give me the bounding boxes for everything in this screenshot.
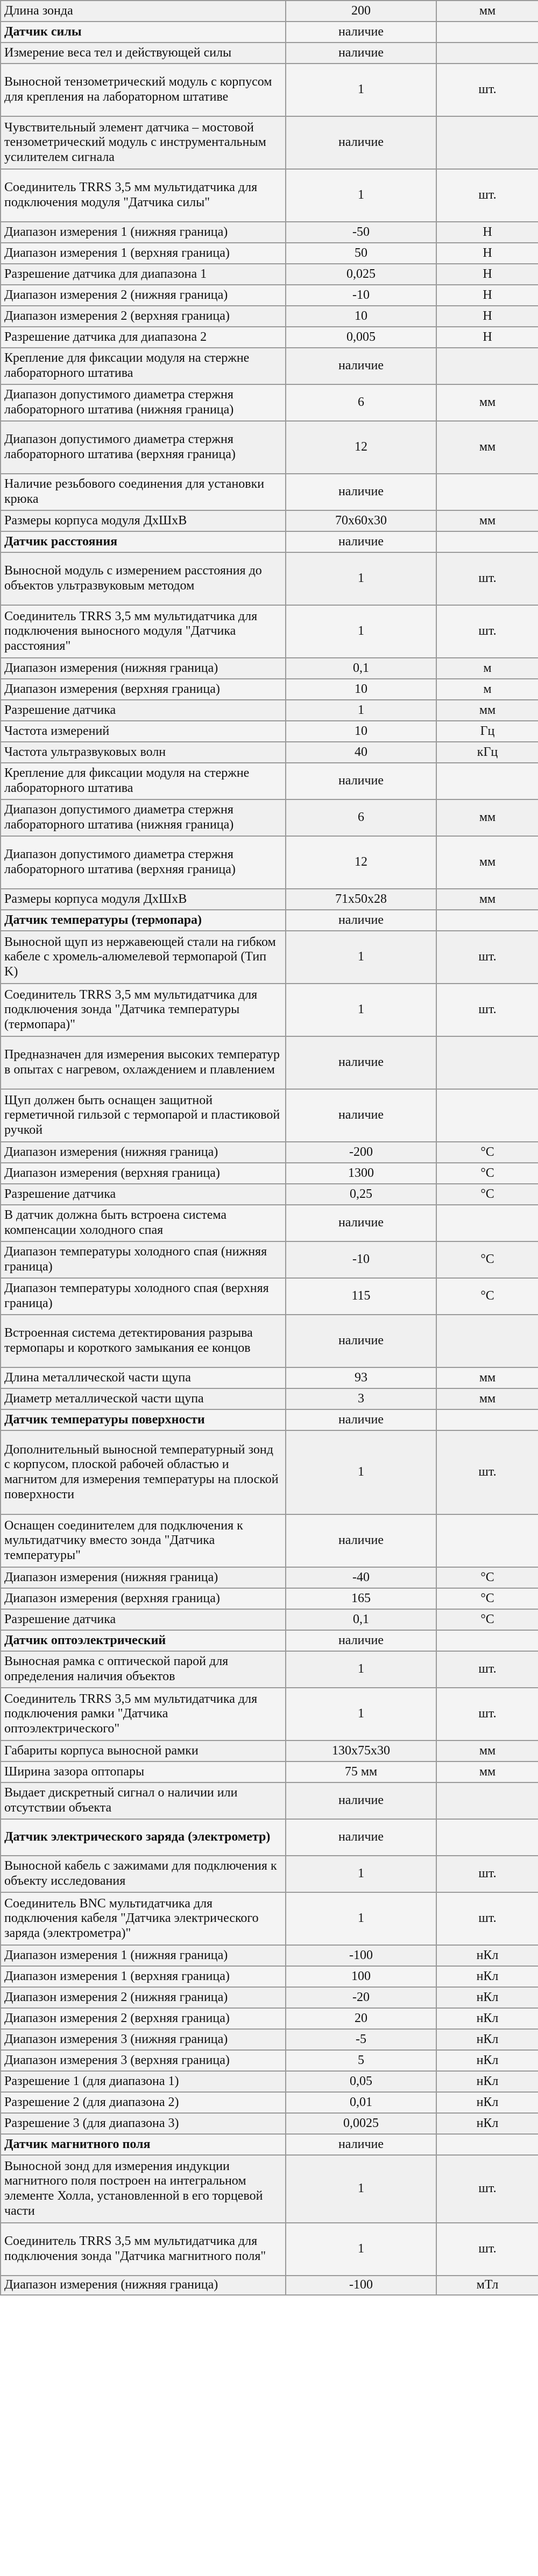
table-row <box>1 1966 538 1987</box>
value-cell: наличие <box>286 910 436 931</box>
table-row <box>1 799 538 836</box>
parameter-cell: Диапазон измерения (верхняя граница) <box>1 679 286 700</box>
table-row <box>1 658 538 679</box>
table-row <box>1 2008 538 2029</box>
parameter-cell: Крепление для фиксации модуля на стержне лабораторного штатива <box>1 348 286 384</box>
parameter-cell: Наличие резьбового соединения для установки крюка <box>1 474 286 510</box>
table-row <box>1 1782 538 1819</box>
value-cell: 1 <box>286 1651 436 1688</box>
value-cell: наличие <box>286 1409 436 1430</box>
table-row <box>1 306 538 327</box>
parameter-cell: Выносной тензометрический модуль с корпусом для крепления на лабораторном штативе <box>1 64 286 116</box>
unit-cell: Н <box>436 264 538 285</box>
unit-cell: °C <box>436 1142 538 1163</box>
unit-cell: шт. <box>436 931 538 984</box>
value-cell: наличие <box>286 2134 436 2155</box>
parameter-cell: Диапазон измерения 2 (нижняя граница) <box>1 285 286 306</box>
value-cell: 10 <box>286 721 436 742</box>
table-row <box>1 474 538 510</box>
unit-cell: кГц <box>436 742 538 763</box>
value-cell: 1300 <box>286 1163 436 1184</box>
parameter-cell: Выносной щуп из нержавеющей стали на гибком кабеле с хромель-алюмелевой термопарой (Тип K) <box>1 931 286 984</box>
table-row <box>1 1315 538 1367</box>
value-cell: наличие <box>286 1514 436 1567</box>
unit-cell: Н <box>436 327 538 348</box>
parameter-cell: Разрешение 3 (для диапазона 3) <box>1 2113 286 2134</box>
unit-cell: °C <box>436 1609 538 1630</box>
value-cell: 70х60х30 <box>286 510 436 531</box>
table-row <box>1 2071 538 2092</box>
section-header-row <box>1 910 538 931</box>
table-row <box>1 169 538 222</box>
table-row <box>1 2155 538 2223</box>
unit-cell: нКл <box>436 1987 538 2008</box>
unit-cell: мм <box>436 510 538 531</box>
table-row <box>1 1588 538 1609</box>
value-cell: 1 <box>286 169 436 222</box>
table-row <box>1 510 538 531</box>
unit-cell <box>436 531 538 552</box>
value-cell: 0,1 <box>286 1609 436 1630</box>
value-cell: 0,025 <box>286 264 436 285</box>
value-cell: наличие <box>286 22 436 43</box>
table-row <box>1 1089 538 1142</box>
value-cell: наличие <box>286 348 436 384</box>
value-cell: 0,1 <box>286 658 436 679</box>
unit-cell: шт. <box>436 169 538 222</box>
value-cell: 0,25 <box>286 1184 436 1205</box>
value-cell: наличие <box>286 1089 436 1142</box>
unit-cell: шт. <box>436 1430 538 1514</box>
parameter-cell: Разрешение датчика <box>1 1609 286 1630</box>
value-cell: 130х75х30 <box>286 1740 436 1761</box>
unit-cell: мм <box>436 1761 538 1782</box>
table-row <box>1 931 538 984</box>
value-cell: 93 <box>286 1367 436 1388</box>
parameter-cell: Дополнительный выносной температурный зонд с корпусом, плоской рабочей областью и магнитом для измерения температуры на плоской поверхности <box>1 1430 286 1514</box>
parameter-cell: Выносной зонд для измерения индукции магнитного поля построен на интегральном элементе Холла, установленной в его торцевой части <box>1 2155 286 2223</box>
table-row <box>1 327 538 348</box>
parameter-cell: Разрешение датчика для диапазона 1 <box>1 264 286 285</box>
table-row <box>1 1278 538 1315</box>
unit-cell: шт. <box>436 552 538 605</box>
value-cell: 20 <box>286 2008 436 2029</box>
value-cell: наличие <box>286 763 436 799</box>
table-row <box>1 2050 538 2071</box>
value-cell: 1 <box>286 1688 436 1740</box>
parameter-cell: Диапазон температуры холодного спая (верхняя граница) <box>1 1278 286 1315</box>
parameter-cell: Соединитель BNC мультидатчика для подключения кабеля "Датчика электрического заряда (электрометра)" <box>1 1892 286 1945</box>
table-row <box>1 1205 538 1241</box>
unit-cell: шт. <box>436 2155 538 2223</box>
table-row <box>1 1388 538 1409</box>
unit-cell: Н <box>436 285 538 306</box>
unit-cell <box>436 1089 538 1142</box>
parameter-cell: Диапазон измерения 1 (нижняя граница) <box>1 1945 286 1966</box>
table-row <box>1 552 538 605</box>
value-cell: 75 мм <box>286 1761 436 1782</box>
value-cell: 115 <box>286 1278 436 1315</box>
parameter-cell: Диапазон измерения (верхняя граница) <box>1 1163 286 1184</box>
unit-cell: °C <box>436 1567 538 1588</box>
parameter-cell: Ширина зазора оптопары <box>1 1761 286 1782</box>
value-cell: 6 <box>286 799 436 836</box>
value-cell: 100 <box>286 1966 436 1987</box>
parameter-cell: Диапазон измерения (нижняя граница) <box>1 1142 286 1163</box>
table-row <box>1 1761 538 1782</box>
unit-cell: мм <box>436 421 538 474</box>
parameter-cell: Диапазон измерения 1 (верхняя граница) <box>1 1966 286 1987</box>
value-cell: наличие <box>286 1205 436 1241</box>
table-row <box>1 1651 538 1688</box>
unit-cell <box>436 1036 538 1089</box>
table-row <box>1 43 538 64</box>
value-cell: 1 <box>286 700 436 721</box>
unit-cell: °C <box>436 1241 538 1278</box>
value-cell: 12 <box>286 836 436 889</box>
value-cell: 0,005 <box>286 327 436 348</box>
value-cell: наличие <box>286 43 436 64</box>
unit-cell: нКл <box>436 2050 538 2071</box>
parameter-cell: Выносная рамка с оптической парой для определения наличия объектов <box>1 1651 286 1688</box>
table-row <box>1 1987 538 2008</box>
value-cell: наличие <box>286 1036 436 1089</box>
parameter-cell: Датчик температуры (термопара) <box>1 910 286 931</box>
value-cell: -10 <box>286 1241 436 1278</box>
parameter-cell: Разрешение датчика <box>1 700 286 721</box>
parameter-cell: Датчик магнитного поля <box>1 2134 286 2155</box>
parameter-cell: Выносной модуль с измерением расстояния до объектов ультразвуковым методом <box>1 552 286 605</box>
table-row <box>1 264 538 285</box>
parameter-cell: Разрешение датчика <box>1 1184 286 1205</box>
parameter-cell: Размеры корпуса модуля ДхШхВ <box>1 510 286 531</box>
table-row <box>1 222 538 243</box>
spec-table-body <box>1 1 538 2295</box>
unit-cell: нКл <box>436 1966 538 1987</box>
table-row <box>1 348 538 384</box>
parameter-cell: Измерение веса тел и действующей силы <box>1 43 286 64</box>
parameter-cell: Соединитель TRRS 3,5 мм мультидатчика для подключения выносного модуля "Датчика расстояния" <box>1 605 286 658</box>
parameter-cell: Чувствительный элемент датчика – мостовой тензометрический модуль с инструментальным усилителем сигнала <box>1 116 286 169</box>
parameter-cell: Соединитель TRRS 3,5 мм мультидатчика для подключения модуля "Датчика силы" <box>1 169 286 222</box>
parameter-cell: Диапазон измерения (нижняя граница) <box>1 1567 286 1588</box>
table-row <box>1 1430 538 1514</box>
unit-cell: м <box>436 679 538 700</box>
value-cell: 3 <box>286 1388 436 1409</box>
parameter-cell: Диапазон измерения (нижняя граница) <box>1 2276 286 2295</box>
value-cell: -10 <box>286 285 436 306</box>
table-row <box>1 116 538 169</box>
parameter-cell: Размеры корпуса модуля ДхШхВ <box>1 889 286 910</box>
unit-cell <box>436 763 538 799</box>
parameter-cell: Разрешение 1 (для диапазона 1) <box>1 2071 286 2092</box>
parameter-cell: Разрешение 2 (для диапазона 2) <box>1 2092 286 2113</box>
parameter-cell: Частота ультразвуковых волн <box>1 742 286 763</box>
unit-cell: °C <box>436 1184 538 1205</box>
unit-cell <box>436 116 538 169</box>
unit-cell <box>436 348 538 384</box>
unit-cell <box>436 474 538 510</box>
unit-cell: мм <box>436 700 538 721</box>
parameter-cell: Датчик оптоэлектрический <box>1 1630 286 1651</box>
unit-cell: нКл <box>436 2008 538 2029</box>
table-row <box>1 763 538 799</box>
parameter-cell: Выносной кабель с зажимами для подключения к объекту исследования <box>1 1856 286 1892</box>
value-cell: 1 <box>286 64 436 116</box>
table-row <box>1 1241 538 1278</box>
table-row <box>1 889 538 910</box>
parameter-cell: Диапазон измерения 2 (верхняя граница) <box>1 306 286 327</box>
unit-cell: шт. <box>436 984 538 1036</box>
section-header-row <box>1 1409 538 1430</box>
unit-cell: °C <box>436 1278 538 1315</box>
parameter-cell: Габариты корпуса выносной рамки <box>1 1740 286 1761</box>
value-cell: наличие <box>286 474 436 510</box>
table-row <box>1 836 538 889</box>
table-row <box>1 1892 538 1945</box>
parameter-cell: Крепление для фиксации модуля на стержне лабораторного штатива <box>1 763 286 799</box>
unit-cell <box>436 1409 538 1430</box>
value-cell: 0,05 <box>286 2071 436 2092</box>
unit-cell: шт. <box>436 1892 538 1945</box>
parameter-cell: Диапазон измерения 3 (верхняя граница) <box>1 2050 286 2071</box>
value-cell: наличие <box>286 1630 436 1651</box>
value-cell: 165 <box>286 1588 436 1609</box>
table-row <box>1 1184 538 1205</box>
table-row <box>1 2223 538 2276</box>
value-cell: 1 <box>286 2223 436 2276</box>
table-row <box>1 1567 538 1588</box>
parameter-cell: Щуп должен быть оснащен защитной герметичной гильзой с термопарой и пластиковой ручкой <box>1 1089 286 1142</box>
unit-cell <box>436 1514 538 1567</box>
value-cell: 10 <box>286 306 436 327</box>
table-row <box>1 700 538 721</box>
unit-cell: мТл <box>436 2276 538 2295</box>
value-cell: -5 <box>286 2029 436 2050</box>
value-cell: 200 <box>286 1 436 22</box>
value-cell: 1 <box>286 1892 436 1945</box>
parameter-cell: Длина зонда <box>1 1 286 22</box>
value-cell: -20 <box>286 1987 436 2008</box>
unit-cell <box>436 1819 538 1856</box>
table-row <box>1 243 538 264</box>
value-cell: -50 <box>286 222 436 243</box>
unit-cell: шт. <box>436 605 538 658</box>
value-cell: 5 <box>286 2050 436 2071</box>
value-cell: 10 <box>286 679 436 700</box>
parameter-cell: Диапазон температуры холодного спая (нижняя граница) <box>1 1241 286 1278</box>
parameter-cell: Оснащен соединителем для подключения к мультидатчику вместо зонда "Датчика температуры" <box>1 1514 286 1567</box>
parameter-cell: Диапазон допустимого диаметра стержня лабораторного штатива (верхняя граница) <box>1 836 286 889</box>
table-row <box>1 64 538 116</box>
value-cell: наличие <box>286 116 436 169</box>
parameter-cell: Датчик силы <box>1 22 286 43</box>
value-cell: 1 <box>286 2155 436 2223</box>
unit-cell: мм <box>436 799 538 836</box>
value-cell: 0,0025 <box>286 2113 436 2134</box>
parameter-cell: Диапазон измерения (верхняя граница) <box>1 1588 286 1609</box>
value-cell: 1 <box>286 1856 436 1892</box>
value-cell: -100 <box>286 1945 436 1966</box>
value-cell: 50 <box>286 243 436 264</box>
section-header-row <box>1 1819 538 1856</box>
table-row <box>1 285 538 306</box>
table-row <box>1 1367 538 1388</box>
unit-cell: шт. <box>436 1651 538 1688</box>
unit-cell: нКл <box>436 2029 538 2050</box>
value-cell: 1 <box>286 552 436 605</box>
unit-cell <box>436 1630 538 1651</box>
unit-cell: мм <box>436 384 538 421</box>
parameter-cell: Диапазон измерения 1 (нижняя граница) <box>1 222 286 243</box>
unit-cell: Гц <box>436 721 538 742</box>
value-cell: 6 <box>286 384 436 421</box>
unit-cell: шт. <box>436 2223 538 2276</box>
table-row <box>1 721 538 742</box>
table-row <box>1 1740 538 1761</box>
unit-cell: нКл <box>436 2113 538 2134</box>
unit-cell: шт. <box>436 64 538 116</box>
value-cell: 1 <box>286 984 436 1036</box>
table-row <box>1 421 538 474</box>
table-row <box>1 605 538 658</box>
unit-cell: шт. <box>436 1856 538 1892</box>
value-cell: наличие <box>286 531 436 552</box>
section-header-row <box>1 22 538 43</box>
value-cell: наличие <box>286 1315 436 1367</box>
table-row <box>1 984 538 1036</box>
table-row <box>1 2276 538 2295</box>
table-row <box>1 1514 538 1567</box>
parameter-cell: Разрешение датчика для диапазона 2 <box>1 327 286 348</box>
table-row <box>1 384 538 421</box>
parameter-cell: Датчик электрического заряда (электрометр) <box>1 1819 286 1856</box>
table-row <box>1 1609 538 1630</box>
parameter-cell: Датчик температуры поверхности <box>1 1409 286 1430</box>
table-row <box>1 1036 538 1089</box>
unit-cell: мм <box>436 889 538 910</box>
parameter-cell: Диаметр металлической части щупа <box>1 1388 286 1409</box>
parameter-cell: Датчик расстояния <box>1 531 286 552</box>
parameter-cell: Диапазон измерения 1 (верхняя граница) <box>1 243 286 264</box>
parameter-cell: В датчик должна быть встроена система компенсации холодного спая <box>1 1205 286 1241</box>
section-header-row <box>1 2134 538 2155</box>
unit-cell: мм <box>436 1367 538 1388</box>
unit-cell <box>436 910 538 931</box>
table-row <box>1 1142 538 1163</box>
table-row <box>1 2029 538 2050</box>
section-header-row <box>1 1630 538 1651</box>
parameter-cell: Предназначен для измерения высоких температур в опытах с нагревом, охлаждением и плавлением <box>1 1036 286 1089</box>
parameter-cell: Соединитель TRRS 3,5 мм мультидатчика для подключения зонда "Датчика температуры (термопара)" <box>1 984 286 1036</box>
table-row <box>1 1856 538 1892</box>
value-cell: 0,01 <box>286 2092 436 2113</box>
unit-cell: мм <box>436 836 538 889</box>
unit-cell: °C <box>436 1163 538 1184</box>
parameter-cell: Частота измерений <box>1 721 286 742</box>
parameter-cell: Диапазон измерения 3 (нижняя граница) <box>1 2029 286 2050</box>
parameter-cell: Соединитель TRRS 3,5 мм мультидатчика для подключения рамки "Датчика оптоэлектрического" <box>1 1688 286 1740</box>
value-cell: -100 <box>286 2276 436 2295</box>
unit-cell <box>436 1205 538 1241</box>
unit-cell: мм <box>436 1740 538 1761</box>
table-row <box>1 2092 538 2113</box>
value-cell: 1 <box>286 605 436 658</box>
unit-cell: Н <box>436 306 538 327</box>
value-cell: 12 <box>286 421 436 474</box>
table-row <box>1 1688 538 1740</box>
parameter-cell: Диапазон допустимого диаметра стержня лабораторного штатива (верхняя граница) <box>1 421 286 474</box>
unit-cell: м <box>436 658 538 679</box>
parameter-cell: Соединитель TRRS 3,5 мм мультидатчика для подключения зонда "Датчика магнитного поля" <box>1 2223 286 2276</box>
unit-cell <box>436 22 538 43</box>
value-cell: 1 <box>286 1430 436 1514</box>
parameter-cell: Диапазон допустимого диаметра стержня лабораторного штатива (нижняя граница) <box>1 384 286 421</box>
unit-cell <box>436 2134 538 2155</box>
value-cell: 1 <box>286 931 436 984</box>
parameter-cell: Диапазон измерения 2 (нижняя граница) <box>1 1987 286 2008</box>
value-cell: наличие <box>286 1782 436 1819</box>
unit-cell: нКл <box>436 1945 538 1966</box>
parameter-cell: Диапазон измерения (нижняя граница) <box>1 658 286 679</box>
parameter-cell: Встроенная система детектирования разрыва термопары и короткого замыкания ее концов <box>1 1315 286 1367</box>
unit-cell: Н <box>436 243 538 264</box>
value-cell: 40 <box>286 742 436 763</box>
unit-cell <box>436 1315 538 1367</box>
unit-cell: мм <box>436 1 538 22</box>
table-row <box>1 2113 538 2134</box>
value-cell: наличие <box>286 1819 436 1856</box>
parameter-cell: Выдает дискретный сигнал о наличии или отсутствии объекта <box>1 1782 286 1819</box>
unit-cell: шт. <box>436 1688 538 1740</box>
table-row <box>1 742 538 763</box>
table-row <box>1 1945 538 1966</box>
parameter-cell: Диапазон измерения 2 (верхняя граница) <box>1 2008 286 2029</box>
unit-cell: °C <box>436 1588 538 1609</box>
unit-cell <box>436 43 538 64</box>
unit-cell <box>436 1782 538 1819</box>
value-cell: -200 <box>286 1142 436 1163</box>
unit-cell: нКл <box>436 2071 538 2092</box>
table-row <box>1 1 538 22</box>
value-cell: 71х50х28 <box>286 889 436 910</box>
table-row <box>1 1163 538 1184</box>
parameter-cell: Длина металлической части щупа <box>1 1367 286 1388</box>
section-header-row <box>1 531 538 552</box>
table-row <box>1 679 538 700</box>
value-cell: -40 <box>286 1567 436 1588</box>
unit-cell: мм <box>436 1388 538 1409</box>
parameter-cell: Диапазон допустимого диаметра стержня лабораторного штатива (нижняя граница) <box>1 799 286 836</box>
unit-cell: нКл <box>436 2092 538 2113</box>
unit-cell: Н <box>436 222 538 243</box>
